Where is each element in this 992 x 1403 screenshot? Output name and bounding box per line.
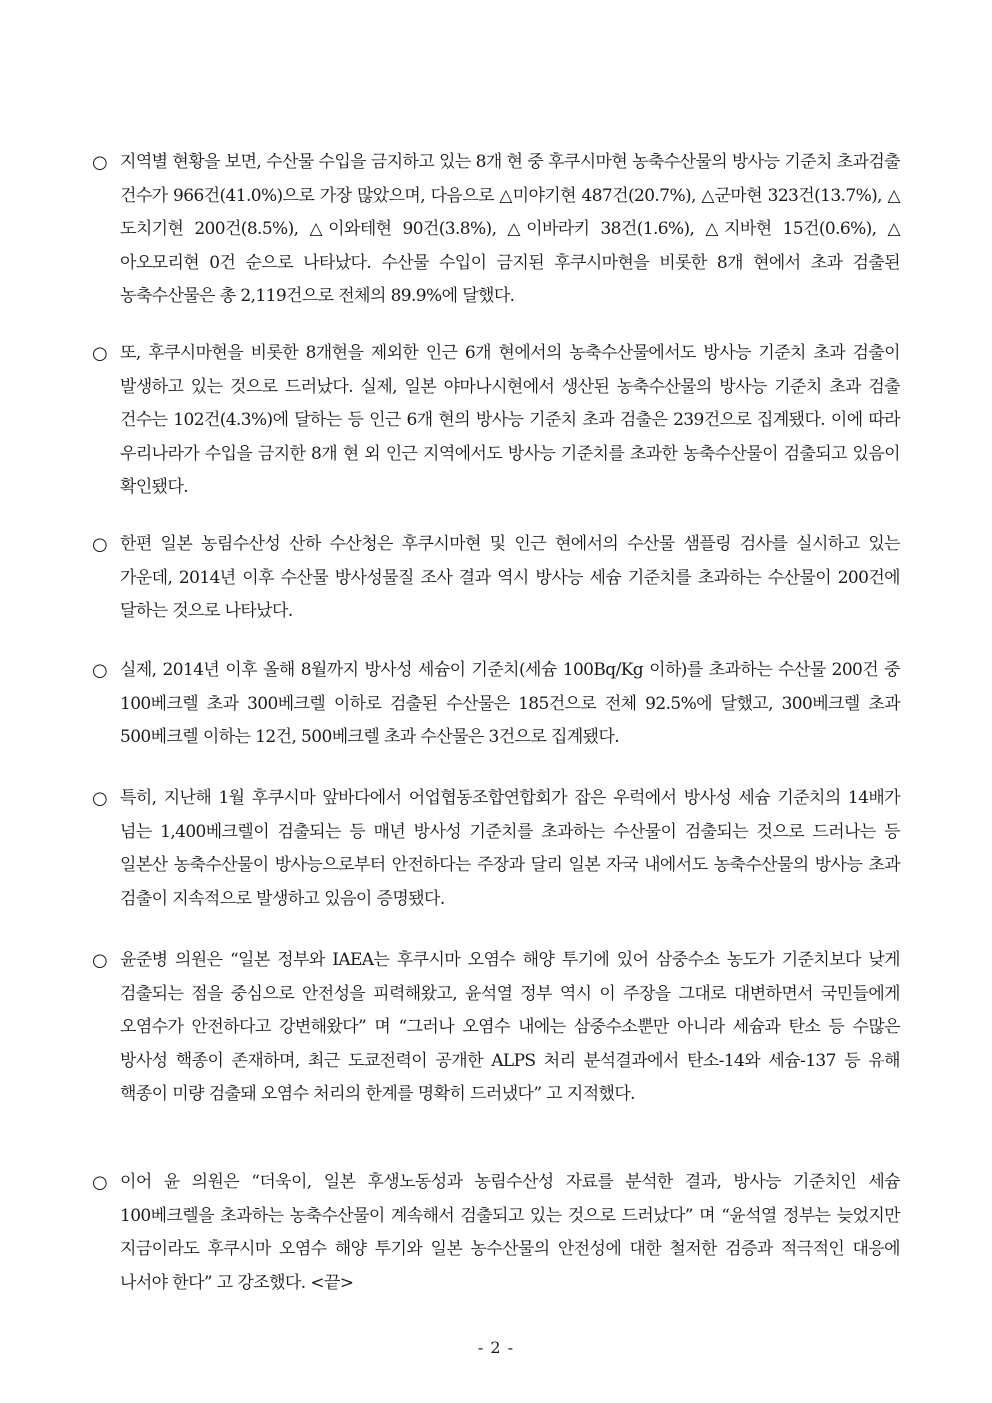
paragraph-regional-status — [92, 146, 900, 314]
paragraph-rockfish-case — [92, 782, 900, 916]
bullet-circle-icon: ○ — [92, 152, 108, 173]
paragraph-closing-statement — [92, 1166, 900, 1300]
paragraph-text: 이어 윤 의원은 “더욱이, 일본 후생노동성과 농림수산성 자료를 분석한 결과, 방사능 기준치인 세슘 100베크렐을 초과하는 농축수산물이 계속해서 검출되고 있는 것으로 드러났다” 며 “윤석열 정부는 늦었지만 지금이라도 후쿠시마 오염수 해양 투기와 일본 농수산물의 안전성에 대한 철저한 검증과 적극적인 대응에 나서야 한다” 고 강조했다. <끝> — [120, 1172, 900, 1293]
page-number: - 2 - — [477, 1338, 515, 1357]
paragraph-text: 한편 일본 농림수산성 산하 수산청은 후쿠시마현 및 인근 현에서의 수산물 샘플링 검사를 실시하고 있는 가운데, 2014년 이후 수산물 방사성물질 조사 결과 역시 방사능 세슘 기준치를 초과하는 수산물이 200건에 달하는 것으로 나타났다. — [120, 534, 900, 622]
paragraph-lawmaker-statement — [92, 944, 900, 1112]
paragraph-text: 특히, 지난해 1월 후쿠시마 앞바다에서 어업협동조합연합회가 잡은 우럭에서 방사성 세슘 기준치의 14배가 넘는 1,400베크렐이 검출되는 등 매년 방사성 기준치를 초과하는 수산물이 검출되는 것으로 드러나는 등 일본산 농축수산물이 방사능으로부터 안전하다는 주장과 달리 일본 자국 내에서도 농축수산물의 방사능 초과 검출이 지속적으로 발생하고 있음이 증명됐다. — [120, 788, 900, 909]
paragraph-fisheries-agency — [92, 528, 900, 629]
paragraph-text: 또, 후쿠시마현을 비롯한 8개현을 제외한 인근 6개 현에서의 농축수산물에서도 방사능 기준치 초과 검출이 발생하고 있는 것으로 드러났다. 실제, 일본 야마나시현에서 생산된 농축수산물의 방사능 기준치 초과 검출 건수는 102건(4.3%)에 달하는 등 인근 6개 현의 방사능 기준치 초과 검출은 239건으로 집계됐다. 이에 따라 우리나라가 수입을 금지한 8개 현 외 인근 지역에서도 방사능 기준치를 초과한 농축수산물이 검출되고 있음이 확인됐다. — [120, 343, 900, 498]
bullet-circle-icon: ○ — [92, 534, 108, 555]
bullet-circle-icon: ○ — [92, 950, 108, 971]
bullet-circle-icon: ○ — [92, 343, 108, 364]
bullet-circle-icon: ○ — [92, 660, 108, 681]
paragraph-text: 윤준병 의원은 “일본 정부와 IAEA는 후쿠시마 오염수 해양 투기에 있어 삼중수소 농도가 기준치보다 낮게 검출되는 점을 중심으로 안전성을 피력해왔고, 윤석열 정부 역시 이 주장을 그대로 대변하면서 국민들에게 오염수가 안전하다고 강변해왔다” 며 “그러나 오염수 내에는 삼중수소뿐만 아니라 세슘과 탄소 등 수많은 방사성 핵종이 존재하며, 최근 도쿄전력이 공개한 ALPS 처리 분석결과에서 탄소-14와 세슘-137 등 유해 핵종이 미량 검출돼 오염수 처리의 한계를 명확히 드러냈다” 고 지적했다. — [120, 950, 900, 1105]
bullet-circle-icon: ○ — [92, 1172, 108, 1193]
paragraph-nearby-prefectures — [92, 337, 900, 505]
paragraph-text: 실제, 2014년 이후 올해 8월까지 방사성 세슘이 기준치(세슘 100Bq/Kg 이하)를 초과하는 수산물 200건 중 100베크렐 초과 300베크렐 이하로 검출된 수산물은 185건으로 전체 92.5%에 달했고, 300베크렐 초과 500베크렐 이하는 12건, 500베크렐 초과 수산물은 3건으로 집계됐다. — [120, 660, 900, 748]
paragraph-text: 지역별 현황을 보면, 수산물 수입을 금지하고 있는 8개 현 중 후쿠시마현 농축수산물의 방사능 기준치 초과검출 건수가 966건(41.0%)으로 가장 많았으며, 다음으로 △미야기현 487건(20.7%), △군마현 323건(13.7%), △도치기현 200건(8.5%), △이와테현 90건(3.8%), △이바라키 38건(1.6%), △지바현 15건(0.6%), △아오모리현 0건 순으로 나타났다. 수산물 수입이 금지된 후쿠시마현을 비롯한 8개 현에서 초과 검출된 농축수산물은 총 2,119건으로 전체의 89.9%에 달했다. — [120, 152, 900, 307]
paragraph-cesium-breakdown — [92, 654, 900, 755]
bullet-circle-icon: ○ — [92, 788, 108, 809]
